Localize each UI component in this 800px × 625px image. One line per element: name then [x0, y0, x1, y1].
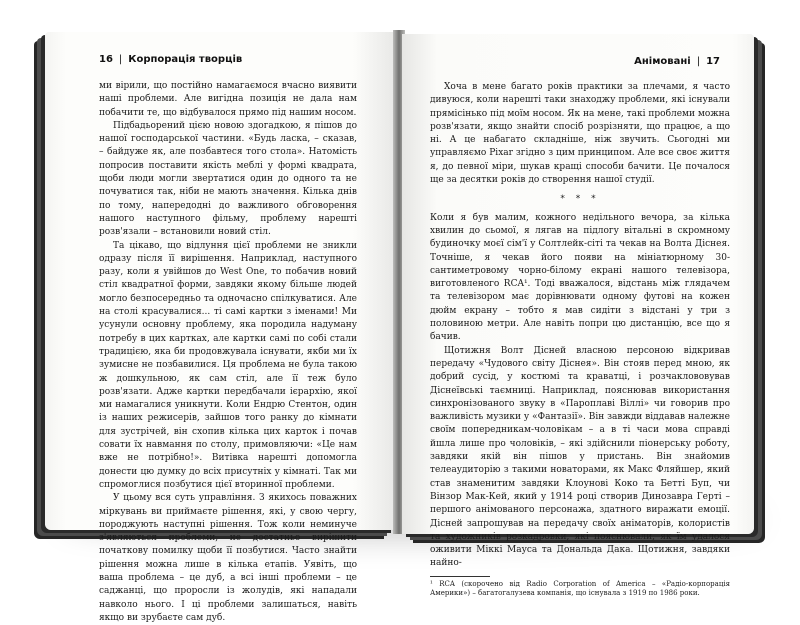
- left-page-body: [99, 80, 357, 625]
- footnote-rule: [430, 576, 490, 577]
- left-paragraph-2: Підбадьорений цією новою здогадкою, я пішов до нашої господарської частини. «Будь ласка, – сказав, – байдуже як, але позбавтеся того стола». Натомість попросив поставити якість меблі у формі квадрата, щоби люди могли звертатися один до одного та не почуватися так, ніби не мають значення. Кілька днів по тому, напередодні до важливого обговорення нашого наступного фільму, проблему нарешті розв'язали – встановили новий стіл.: [99, 120, 357, 238]
- section-divider: * * *: [560, 194, 600, 205]
- left-running-title: Корпорація творців: [128, 54, 243, 65]
- footnote: ¹ RCA (скорочено від Radio Corporation of America – «Радіо-корпорація Америки») – багатогалузева компанія, що існувала з 1919 по 1986 роки.: [430, 579, 730, 598]
- right-page-number: 17: [706, 56, 720, 67]
- left-paragraph-3: Та цікаво, що відлуння цієї проблеми не зникли одразу після її вирішення. Наприклад, наступного разу, коли я увійшов до West One, то побачив новий стіл квадратної форми, завдяки якому більше людей могло безпосередньо та одночасно спілкуватися. Але на столі красувалися... ті самі картки з іменами! Ми усунули основну проблему, яка породила надуману потребу в цих картках, але картки самі по собі стали традицією, яка би продовжувала існувати, якби ми їх зумисне не позбавилися. Ця проблема не була такою ж дошкульною, як сам стіл, але її теж було розв'язати. Адже картки передбачали ієрархію, якої ми намагалися уникнути. Коли Ендрю Стентон, один із наших режисерів, зайшов того ранку до кімнати для зустрічей, він схопив кілька цих карток і почав совати їх навмання по столу, примовляючи: «Це нам вже не потрібно!». Витівка нарешті допомогла донести цю думку до всіх присутніх у кімнаті. Так ми спромоглися позбутися цієї вторинної проблеми.: [99, 240, 357, 490]
- left-header-separator: |: [118, 54, 123, 65]
- right-paragraph-3: Щотижня Волт Дісней власною персоною відкривав передачу «Чудового світу Діснея». Він стояв перед мною, як добрий сусід, у костюмі та краватці, і розчаклововував Діснеївські таємниці. Наприклад, пояснював використання синхронізованого звуку в «Пароплаві Віллі» чи говорив про важливість музики у «Фантазії». Він завжди віддавав належне своїм попередникам-чоловікам – а в ті часи мова справді йшла лише про чоловіків, – які здійснили піонерську роботу, завдяки якій він пішов у пристань. Він знайомив телеаудиторію з такими новаторами, як Макс Фляйшер, який став знаменитим завдяки Клоуновi Коко та Бетті Буп, чи Вінзор Мак-Кей, який у 1914 році створив Динозавра Гертi – першого анімованого персонажа, здатного виражати емоції. Дісней запрошував на передачу своїх аніматорів, колористів та художників розкадровки, які пояснювали, як їм удалося оживити Міккі Мауса та Дональда Дака. Щотижня, завдяки найно-: [430, 345, 730, 569]
- right-paragraph-2: Коли я був малим, кожного недільного вечора, за кілька хвилин до сьомої, я лягав на підлогу вітальні в скромному будиночку моєї сім'ї у Солтлейк-сіті та чекав на Волта Діснея. Точніше, я чекав його появи на мініатюрному 30-сантиметровому чорно-білому екрані нашого телевізора, виготовленого RCA¹. Тоді вважалося, відстань між глядачем та телевізором має дорівнювати одному футові на кожен дюйм екрану – тобто я мав сидіти з відстані у три з половиною метри. Але навіть попри цю дистанцію, все що я бачив.: [430, 212, 730, 343]
- right-page: [402, 34, 754, 598]
- left-page-header: [99, 54, 242, 65]
- left-paragraph-4: У цьому вся суть управління. З якихось поважних міркувань ви приймаєте рішення, які, у свою чергу, породжують наступні рішення. Тож коли неминуче з'являються проблеми, не достатньо вирішити початкову помилку щоби її позбутися. Часто знайти рішення можна лише в кілька етапів. Уявіть, що ваша проблема – це дуб, а всі інші проблеми – це саджанці, що проросли із жолудів, які нападали навколо нього. І ці проблеми залишаться, навіть якщо ви зрубаєте сам дуб.: [99, 493, 357, 623]
- right-page-body: [430, 81, 730, 599]
- right-paragraph-1: Хоча в мене багато років практики за плечами, я часто дивуюся, коли нарешті таки знаходжу проблеми, які існували прямісінько під моїм носом. Як на мене, такі проблеми можна розв'язати, якщо знайти спосіб розрізняти, що працює, а що ні. А це набагато складніше, ніж звучить. Сьогодні ми управляємо Pixar згідно з цим принципом. Але все своє життя я, до певної міри, шукав кращі способи бачити. Це почалося ще за десятки років до створення нашої студії.: [430, 82, 730, 186]
- left-page-number: 16: [99, 54, 113, 65]
- right-page-header: [634, 56, 720, 67]
- left-page: [45, 32, 395, 623]
- right-running-title: Анімовані: [634, 56, 691, 67]
- left-paragraph-1: ми вірили, що постійно намагаємося вчасно виявити наші проблеми. Але вигідна позиція не дала нам побачити те, що відбувалося прямо під нашим носом.: [99, 81, 357, 118]
- right-header-separator: |: [696, 56, 701, 67]
